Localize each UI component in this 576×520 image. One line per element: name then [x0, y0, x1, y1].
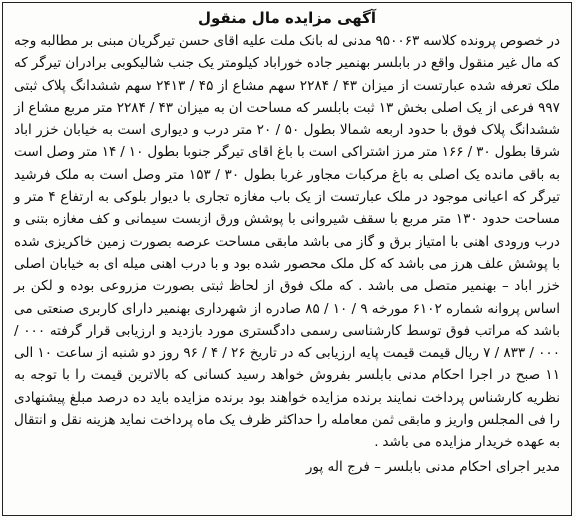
notice-title: آگهی مزایده مال منقول — [197, 9, 377, 27]
notice-signature: مدیر اجرای احکام مدنی بابلسر – فرج اله پور — [305, 458, 560, 475]
notice-body: در خصوص پرونده کلاسه ۹۵۰۰۶۳ مدنی له بانک ملت علیه اقای حسن تیرگریان مبنی بر مطالبه وجه که مال غیر منقول واقع در بابلسر بهنمیر جاده خوراباد کیلومتر یک جنب شالیکوبی برادران تیرگر که ملک تعرفه شده عبارتست از میزان ۴۳ / ۲۲۸۴ سهم مشاع از ۴۵ / ۲۴۱۳ سهم ششدانگ پلاک ثبتی ۹۹۷ فرعی از یک اصلی بخش ۱۳ ثبت بابلسر که مساحت ان به میزان ۴۳ / ۲۲۸۴ متر مربع مشاع از ششدانگ پلاک فوق با حدود اربعه شمالا بطول ۵۰ / ۲۰ متر درب و دیواری است به خیابان خزر اباد شرقا بطول ۳۰ / ۱۶۶ متر مرز اشتراکی است با باغ اقای تیرگر جنوبا بطول ۱۰ / ۱۴ متر وصل است به باقی مانده یک اصلی به باغ مرکبات مجاور غربا بطول ۳۰ / ۱۵۳ متر وصل است به ملک فرشید تیرگر که اعیانی موجود در ملک عبارتست از یک باب مغازه تجاری با دیوار بلوکی به ارتفاع ۴ متر و مساحت حدود ۱۳۰ متر مربع با سقف شیروانی با پوشش ورق ازبست سیمانی و کف مغازه بتنی و درب ورودی اهنی با امتیاز برق و گاز می باشد مابقی مساحت عرصه بصورت زمین خاکریزی شده با پوشش علف هرز می باشد که کل ملک محصور شده بود و با درب اهنی میله ای به خیابان اصلی خزر اباد – بهنمیر متصل می باشد . که ملک فوق از لحاظ ثبتی بصورت مزروعی بوده و لکن بر اساس پروانه شماره ۶۱۰۲ مورخه ۹ / ۱۰ / ۸۵ صادره از شهرداری بهنمیر دارای کاربری صنعتی می باشد که مراتب فوق توسط کارشناسی رسمی دادگستری مورد بازدید و ارزیابی قرار گرفته ۰۰۰ / ۰۰۰ / ۸۳۳ / ۷ ریال قیمت قیمت پایه ارزیابی که در تاریخ ۲۶ / ۴ / ۹۶ روز دو شنبه از ساعت ۱۰ الی ۱۱ صبح در اجرا احکام مدنی بابلسر بفروش خواهد رسید کسانی که بالاترین قیمت را با توجه به نظریه کارشناس پرداخت نمایند برنده مزایده خواهند بود برنده مزایده باید ده درصد مبلغ پیشنهادی را فی المجلس واریز و مابقی ثمن معامله را حداکثر ظرف یک ماه پرداخت نماید هزینه نقل و انتقال به عهده خریدار مزایده می باشد . — [14, 33, 561, 451]
auction-notice — [2, 2, 572, 516]
